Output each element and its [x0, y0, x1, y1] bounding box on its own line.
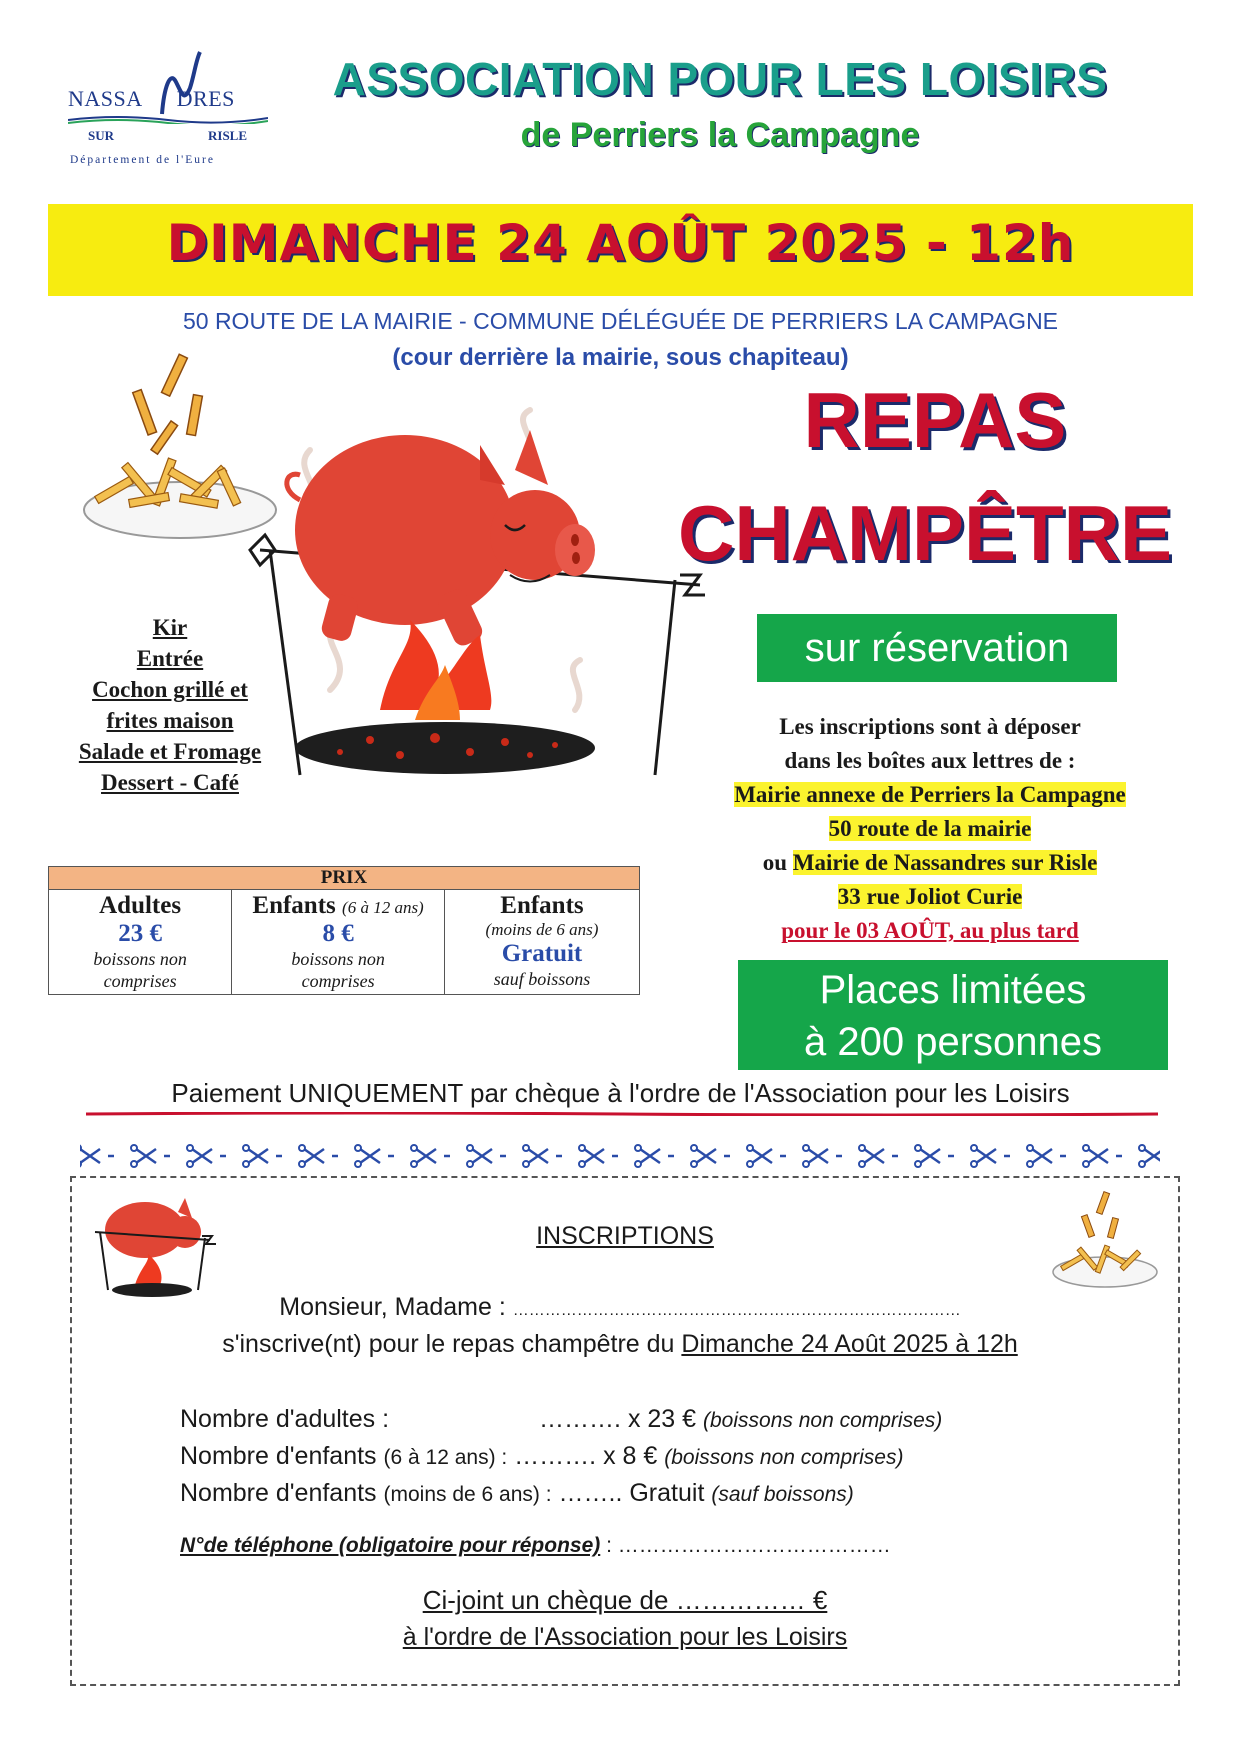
register-prefix: s'inscrive(nt) pour le repas champêtre du	[222, 1330, 682, 1358]
cheque-amount-field[interactable]: Ci-joint un chèque de …………… €	[422, 1585, 828, 1615]
children-label: Enfants	[252, 892, 336, 919]
small-children-price: Gratuit	[501, 940, 583, 967]
scissors-icon	[299, 1145, 324, 1167]
reservation-badge: sur réservation	[757, 614, 1117, 682]
adults-count-field[interactable]: ………. x 23 €	[539, 1405, 703, 1433]
association-title: ASSOCIATION POUR LES LOISIRS	[332, 53, 1108, 105]
drop-point-2: Mairie de Nassandres sur Risle	[792, 850, 1098, 875]
menu-item: Entrée	[136, 646, 204, 671]
places-limited-badge	[738, 960, 1168, 1070]
price-table-header: PRIX	[49, 867, 640, 890]
coupon-register-line	[150, 1330, 1090, 1359]
event-address: 50 ROUTE DE LA MAIRIE - COMMUNE DÉLÉGUÉE DE PERRIERS LA CAMPAGNE	[182, 308, 1059, 334]
small-children-count-age: (moins de 6 ans) :	[383, 1483, 552, 1506]
children-count-row[interactable]	[180, 1442, 903, 1471]
adults-count-label: Nombre d'adultes :	[180, 1405, 390, 1433]
small-children-count-row[interactable]	[180, 1479, 854, 1508]
children-count-field[interactable]: ………. x 8 €	[507, 1442, 665, 1470]
name-field[interactable]: …………………………………………………………………………	[512, 1302, 961, 1319]
scissors-icon	[971, 1145, 996, 1167]
scissors-icon	[915, 1145, 940, 1167]
association-subtitle: de Perriers la Campagne	[520, 116, 920, 154]
name-label: Monsieur, Madame :	[279, 1293, 513, 1321]
adults-price: 23 €	[118, 920, 162, 947]
scissors-icon	[803, 1145, 828, 1167]
payment-prefix: Paiement UNIQUEMENT par chèque à l'ordre de	[171, 1078, 744, 1108]
children-note: comprises	[301, 971, 375, 991]
adults-count-note: (boissons non comprises)	[703, 1409, 943, 1432]
register-date: Dimanche 24 Août 2025 à 12h	[681, 1330, 1018, 1358]
coupon-name-line[interactable]	[170, 1293, 1070, 1322]
menu-item: Cochon grillé et	[92, 677, 248, 702]
phone-label: N°de téléphone (obligatoire pour réponse)	[180, 1534, 601, 1557]
logo-department: Département de l'Eure	[70, 154, 215, 166]
or-text: ou	[762, 850, 787, 875]
phone-row[interactable]	[180, 1534, 891, 1558]
menu-item: Salade et Fromage	[78, 739, 262, 764]
menu-item: Dessert - Café	[101, 770, 239, 795]
small-children-count-label: Nombre d'enfants	[180, 1479, 384, 1507]
children-age: (6 à 12 ans)	[342, 898, 424, 917]
payment-payee: l'Association pour les Loisirs	[743, 1078, 1070, 1108]
registration-info-line: dans les boîtes aux lettres de :	[784, 748, 1076, 773]
price-cell-small-children	[444, 890, 639, 995]
scissors-icon	[187, 1145, 212, 1167]
scissors-icon	[1083, 1145, 1108, 1167]
menu-item: Kir	[152, 615, 188, 640]
children-price: 8 €	[322, 920, 354, 947]
adults-note: comprises	[103, 971, 177, 991]
phone-field[interactable]: : …………………………………	[600, 1534, 891, 1557]
scissors-icon	[1027, 1145, 1052, 1167]
coupon-title: INSCRIPTIONS	[536, 1222, 714, 1250]
scissors-icon	[243, 1145, 268, 1167]
drop-point-2-address: 33 rue Joliot Curie	[837, 884, 1023, 909]
scissors-icon	[411, 1145, 436, 1167]
scissors-icon	[635, 1145, 660, 1167]
children-count-age: (6 à 12 ans) :	[383, 1446, 508, 1469]
price-cell-children	[232, 890, 445, 995]
price-table	[48, 866, 640, 995]
children-count-note: (boissons non comprises)	[664, 1446, 904, 1469]
scissors-icon	[523, 1145, 548, 1167]
children-note: boissons non	[291, 949, 385, 969]
cheque-payee	[70, 1623, 1180, 1652]
small-children-count-note: (sauf boissons)	[711, 1483, 854, 1506]
logo-name: NASSA DRES	[68, 86, 235, 111]
small-children-age: (moins de 6 ans)	[485, 920, 599, 939]
nassandres-logo	[68, 48, 268, 178]
registration-info-line: Les inscriptions sont à déposer	[779, 714, 1081, 739]
small-children-label: Enfants	[500, 892, 584, 919]
event-title-line2: CHAMPÊTRE	[677, 489, 1172, 577]
scissors-icon	[747, 1145, 772, 1167]
places-line1: Places limitées	[819, 968, 1087, 1012]
logo-sur: SUR	[88, 128, 115, 143]
roast-pig-image	[230, 390, 710, 790]
adults-label: Adultes	[99, 892, 182, 919]
payment-notice	[48, 1078, 1193, 1109]
cheque-payee-text: à l'ordre de l'Association pour les Loisirs	[402, 1623, 848, 1651]
places-line2: à 200 personnes	[803, 1020, 1102, 1064]
scissors-icon	[467, 1145, 492, 1167]
drop-point-1: Mairie annexe de Perriers la Campagne	[734, 782, 1126, 807]
scissors-icon	[355, 1145, 380, 1167]
menu-list	[60, 612, 280, 798]
drop-point-1-address: 50 route de la mairie	[828, 816, 1032, 841]
scissors-icon	[691, 1145, 716, 1167]
children-count-label: Nombre d'enfants	[180, 1442, 384, 1470]
scissors-icon	[1139, 1145, 1160, 1167]
cut-line	[80, 1136, 1160, 1176]
registration-info	[670, 710, 1190, 948]
adults-count-row[interactable]	[180, 1405, 942, 1434]
price-cell-adults	[49, 890, 232, 995]
scissors-icon	[859, 1145, 884, 1167]
logo-risle: RISLE	[208, 128, 248, 143]
event-date: DIMANCHE 24 AOÛT 2025 - 12h	[166, 214, 1075, 272]
cheque-line[interactable]	[70, 1585, 1180, 1616]
small-children-count-field[interactable]: …….. Gratuit	[551, 1479, 712, 1507]
registration-deadline: pour le 03 AOÛT, au plus tard	[781, 918, 1079, 943]
event-location-note: (cour derrière la mairie, sous chapiteau)	[392, 344, 849, 371]
logo-river-wave	[68, 114, 268, 124]
scissors-icon	[131, 1145, 156, 1167]
small-children-note: sauf boissons	[493, 969, 591, 989]
scissors-icon	[80, 1145, 100, 1167]
payment-underline	[86, 1112, 1158, 1116]
event-title-line1: REPAS	[803, 376, 1067, 464]
adults-note: boissons non	[93, 949, 187, 969]
scissors-icon	[579, 1145, 604, 1167]
menu-item: frites maison	[106, 708, 234, 733]
